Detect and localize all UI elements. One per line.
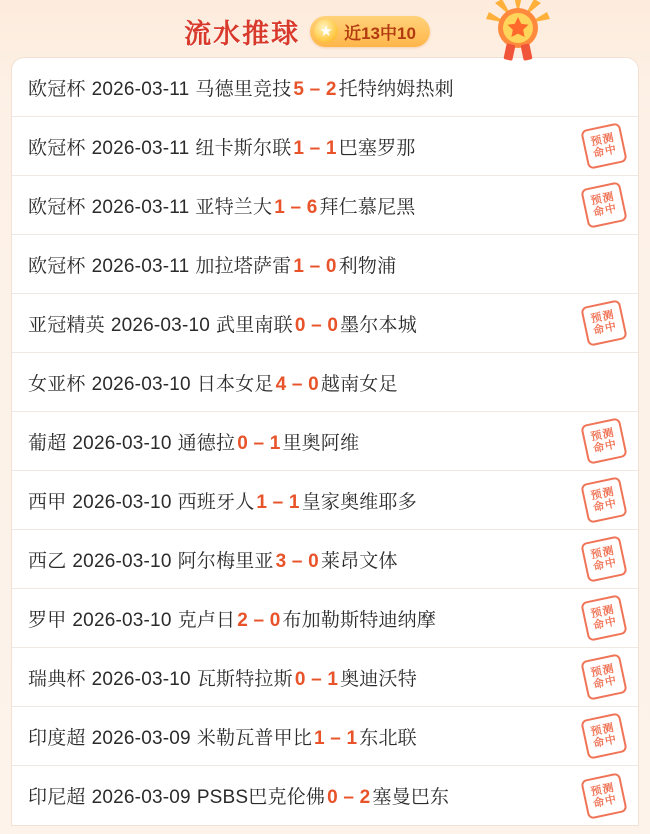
match-score: 2 – 0 (237, 609, 281, 631)
match-row[interactable] (12, 648, 638, 707)
match-summary (28, 428, 359, 455)
away-team: 东北联 (359, 727, 417, 749)
stamp-line-1: 预测 (589, 485, 616, 503)
stamp-line-1: 预测 (589, 131, 616, 149)
match-date: 2026-03-10 (91, 373, 191, 395)
match-date: 2026-03-10 (72, 491, 172, 513)
stamp-line-2: 命中 (592, 438, 619, 456)
home-team: 克卢日 (177, 609, 236, 631)
away-team: 巴塞罗那 (338, 137, 416, 159)
home-team: 马德里竞技 (195, 78, 292, 100)
league-label: 欧冠杯 (28, 137, 86, 159)
star-icon: ★ (314, 19, 338, 43)
match-summary (28, 310, 417, 337)
prediction-hit-stamp (580, 712, 627, 759)
match-score: 1 – 1 (256, 491, 300, 513)
stamp-line-2: 命中 (592, 143, 619, 161)
match-summary (28, 723, 417, 750)
page-title: 流水推球 (184, 18, 301, 49)
stamp-line-2: 命中 (592, 793, 619, 810)
match-list (12, 58, 638, 825)
match-date: 2026-03-10 (72, 609, 172, 631)
prediction-hit-stamp (580, 417, 627, 464)
match-score: 0 – 0 (294, 314, 339, 336)
match-summary (28, 664, 417, 691)
stamp-line-1: 预测 (589, 662, 616, 680)
home-team: 武里南联 (216, 314, 293, 336)
prediction-hit-stamp (580, 594, 627, 641)
match-summary (28, 546, 398, 573)
away-team: 墨尔本城 (340, 314, 417, 336)
match-date: 2026-03-10 (110, 314, 211, 336)
match-date: 2026-03-11 (91, 255, 190, 277)
league-label: 女亚杯 (28, 373, 86, 395)
league-label: 西甲 (28, 491, 67, 513)
match-score: 1 – 0 (293, 255, 337, 277)
match-summary (28, 192, 415, 219)
away-team: 莱昂文体 (320, 550, 398, 572)
match-date: 2026-03-10 (91, 668, 191, 690)
match-row[interactable] (12, 471, 638, 530)
league-label: 瑞典杯 (28, 668, 86, 690)
league-label: 印尼超 (28, 787, 86, 808)
league-label: 欧冠杯 (28, 196, 86, 218)
stamp-line-1: 预测 (589, 603, 616, 621)
away-team: 拜仁慕尼黑 (319, 196, 416, 218)
match-row[interactable] (12, 353, 638, 412)
home-team: 瓦斯特拉斯 (196, 668, 293, 690)
away-team: 奥迪沃特 (340, 668, 417, 690)
away-team: 里奥阿维 (282, 432, 360, 454)
match-score: 0 – 2 (327, 787, 371, 808)
league-label: 葡超 (28, 432, 67, 454)
stamp-line-1: 预测 (589, 721, 616, 739)
streak-badge (310, 16, 430, 47)
match-row[interactable] (12, 766, 638, 825)
match-score: 1 – 6 (274, 196, 318, 218)
match-date: 2026-03-11 (91, 137, 190, 159)
match-date: 2026-03-09 (91, 787, 191, 808)
away-team: 越南女足 (320, 373, 398, 395)
match-score: 1 – 1 (293, 137, 337, 159)
prediction-hit-stamp (580, 653, 627, 700)
home-team: 日本女足 (196, 373, 274, 395)
match-row[interactable] (12, 412, 638, 471)
match-row[interactable] (12, 530, 638, 589)
match-summary (28, 74, 454, 101)
stamp-line-2: 命中 (592, 497, 619, 515)
stamp-line-1: 预测 (589, 426, 616, 444)
match-score: 3 – 0 (275, 550, 319, 572)
away-team: 利物浦 (338, 255, 397, 277)
away-team: 布加勒斯特迪纳摩 (282, 609, 437, 631)
home-team: 加拉塔萨雷 (195, 255, 292, 277)
prediction-hit-stamp (580, 535, 627, 582)
stamp-line-2: 命中 (592, 615, 619, 633)
match-row[interactable] (12, 235, 638, 294)
streak-label: 近13中10 (344, 23, 416, 43)
home-team: 纽卡斯尔联 (195, 137, 292, 159)
match-score: 5 – 2 (293, 78, 337, 100)
prediction-hit-stamp (580, 299, 627, 346)
home-team: 通德拉 (177, 432, 236, 454)
stamp-line-2: 命中 (592, 733, 619, 751)
stamp-line-1: 预测 (589, 544, 616, 562)
stamp-line-2: 命中 (592, 556, 619, 574)
medal-burst-icon (472, 0, 564, 62)
prediction-hit-stamp (580, 772, 627, 819)
match-row[interactable] (12, 117, 638, 176)
home-team: PSBS巴克伦佛 (196, 787, 326, 808)
match-row[interactable] (12, 294, 638, 353)
away-team: 托特纳姆热刺 (338, 78, 454, 100)
league-label: 亚冠精英 (28, 314, 105, 336)
home-team: 亚特兰大 (195, 196, 273, 218)
match-row[interactable] (12, 176, 638, 235)
stamp-line-2: 命中 (592, 320, 619, 338)
match-score: 1 – 1 (314, 727, 358, 749)
match-summary (28, 133, 415, 160)
header-inner (184, 12, 430, 51)
match-summary (28, 605, 436, 632)
match-row[interactable] (12, 589, 638, 648)
page-header (0, 0, 650, 58)
home-team: 米勒瓦普甲比 (196, 727, 313, 749)
league-label: 欧冠杯 (28, 78, 86, 100)
away-team: 皇家奥维耶多 (301, 491, 417, 513)
prediction-hit-stamp (580, 122, 627, 169)
stamp-line-2: 命中 (592, 674, 619, 692)
stamp-line-1: 预测 (589, 308, 616, 326)
home-team: 阿尔梅里亚 (177, 550, 274, 572)
match-date: 2026-03-11 (91, 196, 190, 218)
league-label: 欧冠杯 (28, 255, 86, 277)
match-score: 0 – 1 (294, 668, 339, 690)
match-score: 0 – 1 (237, 432, 281, 454)
stamp-line-1: 预测 (589, 781, 616, 798)
match-summary (28, 782, 449, 809)
match-date: 2026-03-11 (91, 78, 190, 100)
home-team: 西班牙人 (177, 491, 255, 513)
league-label: 印度超 (28, 727, 86, 749)
match-date: 2026-03-09 (91, 727, 191, 749)
prediction-hit-stamp (580, 476, 627, 523)
match-score: 4 – 0 (275, 373, 319, 395)
away-team: 塞曼巴东 (372, 787, 450, 808)
match-date: 2026-03-10 (72, 432, 172, 454)
match-summary (28, 369, 398, 396)
match-row[interactable] (12, 58, 638, 117)
stamp-line-1: 预测 (589, 190, 616, 208)
match-row[interactable] (12, 707, 638, 766)
league-label: 罗甲 (28, 609, 67, 631)
league-label: 西乙 (28, 550, 67, 572)
match-summary (28, 251, 396, 278)
stamp-line-2: 命中 (592, 202, 619, 220)
match-date: 2026-03-10 (72, 550, 172, 572)
prediction-hit-stamp (580, 181, 627, 228)
match-summary (28, 487, 417, 514)
